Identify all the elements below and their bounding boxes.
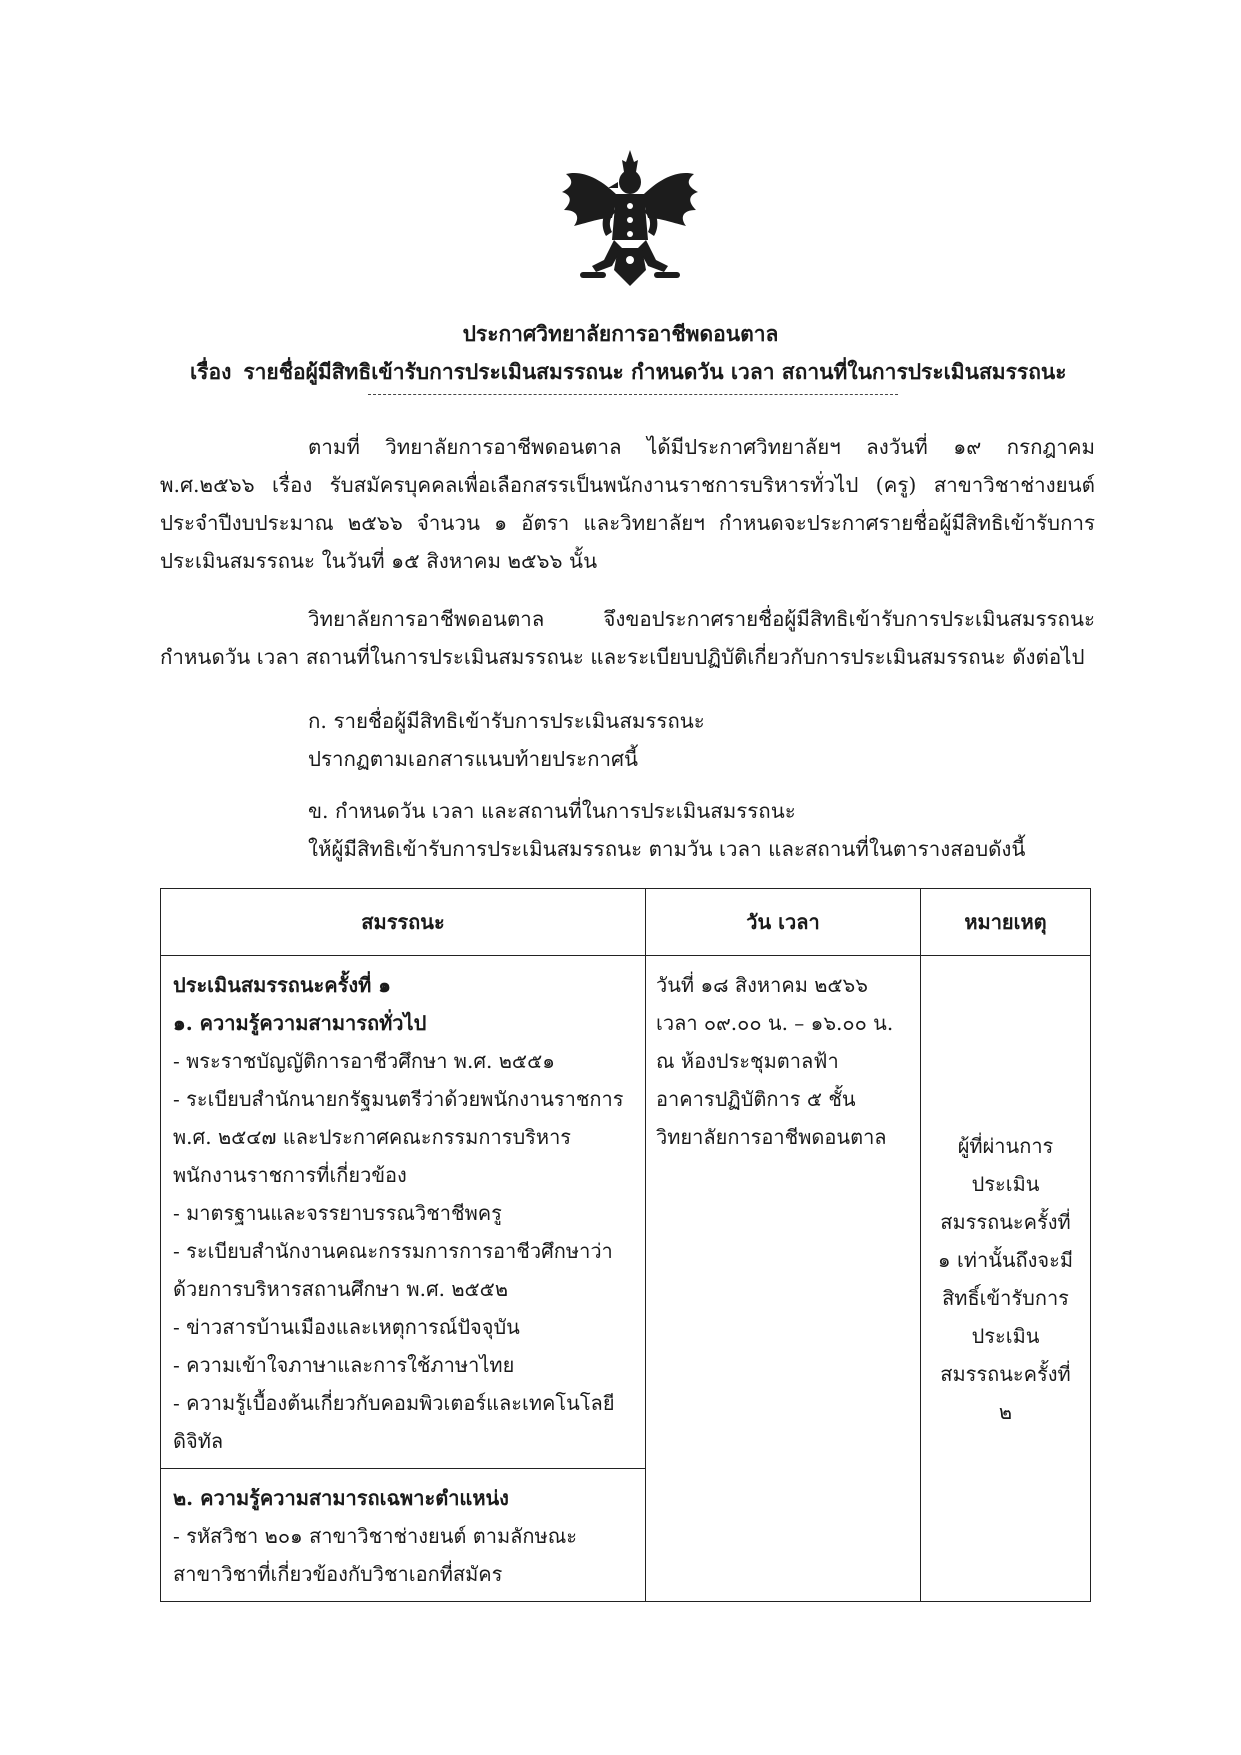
- competency-cell: [161, 956, 646, 1469]
- remarks-line: ประเมิน: [971, 1323, 1040, 1348]
- item-a-text: ปรากฏตามเอกสารแนบท้ายประกาศนี้: [308, 747, 639, 771]
- exam-schedule-table: [160, 888, 1091, 1602]
- competency-line: สาขาวิชาที่เกี่ยวข้องกับวิชาเอกที่สมัคร: [173, 1562, 503, 1586]
- competency-line: ๒. ความรู้ความสามารถเฉพาะตำแหน่ง: [173, 1486, 509, 1510]
- competency-line: ประเมินสมรรถนะครั้งที่ ๑: [173, 973, 391, 997]
- paragraph-1-text: ตามที่ วิทยาลัยการอาชีพดอนตาล ได้มีประกาศวิทยาลัยฯ ลงวันที่ ๑๙ กรกฎาคม พ.ศ.๒๕๖๖ เรื่อง รับสมัครบุคคลเพื่อเลือกสรรเป็นพนักงานราชการบริหารทั่วไป (ครู) สาขาวิชาช่างยนต์ ประจำปีงบประมาณ ๒๕๖๖ จำนวน ๑ อัตรา และวิทยาลัยฯ กำหนดจะประกาศรายชื่อผู้มีสิทธิเข้ารับการประเมินสมรรถนะ ในวันที่ ๑๕ สิงหาคม ๒๕๖๖ นั้น: [160, 435, 1095, 573]
- remarks-line: สิทธิ์เข้ารับการ: [942, 1285, 1069, 1310]
- competency-line: ดิจิทัล: [173, 1429, 224, 1453]
- header-competency: สมรรถนะ: [161, 889, 646, 956]
- competency-line: - รหัสวิชา ๒๐๑ สาขาวิชาช่างยนต์ ตามลักษณะ: [173, 1524, 578, 1548]
- date-line: วันที่ ๑๘ สิงหาคม ๒๕๖๖: [656, 973, 868, 997]
- competency-line: - ข่าวสารบ้านเมืองและเหตุการณ์ปัจจุบัน: [173, 1315, 520, 1339]
- paragraph-2: [160, 600, 1095, 676]
- remarks-line: ผู้ที่ผ่านการ: [957, 1133, 1054, 1158]
- header-remarks: หมายเหตุ: [921, 889, 1091, 956]
- announcement-title: ประกาศวิทยาลัยการอาชีพดอนตาล: [462, 321, 779, 346]
- competency-2-cell: [161, 1469, 646, 1602]
- item-b-text: ให้ผู้มีสิทธิเข้ารับการประเมินสมรรถนะ ตามวัน เวลา และสถานที่ในตารางสอบดังนี้: [308, 837, 1026, 861]
- garuda-emblem-icon: [560, 148, 700, 290]
- venue-line: ณ ห้องประชุมตาลฟ้า: [656, 1049, 839, 1073]
- date-time-cell: [646, 956, 921, 1602]
- competency-line: พนักงานราชการที่เกี่ยวข้อง: [173, 1163, 407, 1187]
- table-row: [161, 956, 1091, 1469]
- competency-line: ด้วยการบริหารสถานศึกษา พ.ศ. ๒๕๕๒: [173, 1277, 508, 1301]
- remarks-line: สมรรถนะครั้งที่: [940, 1361, 1071, 1386]
- item-a-title: ก. รายชื่อผู้มีสิทธิเข้ารับการประเมินสมรรถนะ: [308, 709, 705, 733]
- venue-line: อาคารปฏิบัติการ ๕ ชั้น: [656, 1087, 856, 1111]
- time-line: เวลา ๐๙.๐๐ น. – ๑๖.๐๐ น.: [656, 1011, 894, 1035]
- announcement-subject: [190, 356, 1090, 389]
- item-b-title: ข. กำหนดวัน เวลา และสถานที่ในการประเมินสมรรถนะ: [308, 799, 796, 823]
- subject-text: รายชื่อผู้มีสิทธิเข้ารับการประเมินสมรรถนะ กำหนดวัน เวลา สถานที่ในการประเมินสมรรถนะ: [243, 359, 1067, 384]
- divider: [368, 394, 898, 395]
- paragraph-1: [160, 428, 1095, 580]
- header-date-time: วัน เวลา: [646, 889, 921, 956]
- competency-line: พ.ศ. ๒๕๔๗ และประกาศคณะกรรมการบริหาร: [173, 1125, 572, 1149]
- venue-line: วิทยาลัยการอาชีพดอนตาล: [656, 1125, 887, 1149]
- remarks-line: ๒: [998, 1399, 1013, 1424]
- remarks-cell: [921, 956, 1091, 1602]
- competency-line: ๑. ความรู้ความสามารถทั่วไป: [173, 1011, 427, 1035]
- paragraph-2-text: วิทยาลัยการอาชีพดอนตาล จึงขอประกาศรายชื่อผู้มีสิทธิเข้ารับการประเมินสมรรถนะ กำหนดวัน เวลา สถานที่ในการประเมินสมรรถนะ และระเบียบปฏิบัติเกี่ยวกับการประเมินสมรรถนะ ดังต่อไป: [160, 607, 1095, 669]
- competency-line: - ความเข้าใจภาษาและการใช้ภาษาไทย: [173, 1353, 515, 1377]
- table-header-row: [161, 889, 1091, 956]
- competency-line: - ระเบียบสำนักงานคณะกรรมการการอาชีวศึกษาว่า: [173, 1239, 613, 1263]
- subject-label: เรื่อง: [190, 359, 232, 384]
- remarks-line: ประเมิน: [971, 1171, 1040, 1196]
- remarks-line: สมรรถนะครั้งที่: [940, 1209, 1071, 1234]
- competency-line: - มาตรฐานและจรรยาบรรณวิชาชีพครู: [173, 1201, 502, 1225]
- competency-line: - พระราชบัญญัติการอาชีวศึกษา พ.ศ. ๒๕๕๑: [173, 1049, 555, 1073]
- remarks-line: ๑ เท่านั้นถึงจะมี: [937, 1247, 1074, 1272]
- competency-line: - ระเบียบสำนักนายกรัฐมนตรีว่าด้วยพนักงานราชการ: [173, 1087, 624, 1111]
- competency-line: - ความรู้เบื้องต้นเกี่ยวกับคอมพิวเตอร์และเทคโนโลยี: [173, 1391, 615, 1415]
